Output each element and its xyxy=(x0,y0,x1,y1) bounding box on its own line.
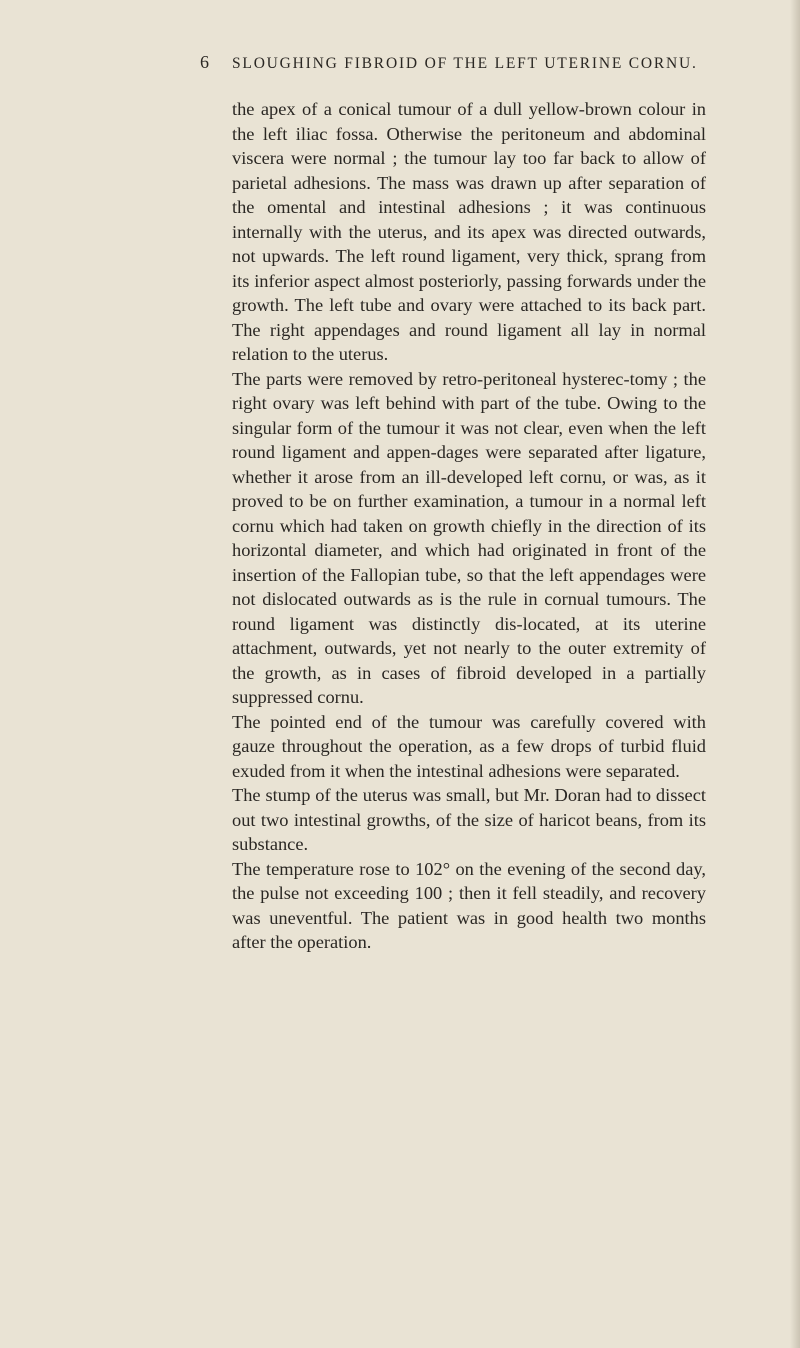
body-text xyxy=(232,97,706,955)
page-edge-shadow xyxy=(790,0,800,1348)
paragraph: The temperature rose to 102° on the evening of the second day, the pulse not exceeding 100 ; then it fell steadily, and recovery was uneventful. The patient was in good health two months after the operation. xyxy=(232,858,706,952)
paragraph: The stump of the uterus was small, but Mr. Doran had to dissect out two intestinal growths, of the size of haricot beans, from its substance. xyxy=(232,785,706,854)
running-head: SLOUGHING FIBROID OF THE LEFT UTERINE CORNU. xyxy=(232,55,698,72)
page-number: 6 xyxy=(200,52,210,72)
paragraph: the apex of a conical tumour of a dull yellow-brown colour in the left iliac fossa. Otherwise the peritoneum and abdominal viscera were normal ; the tumour lay too far back to allow of parietal adhesions. The mass was drawn up after separation of the omental and intestinal adhesions ; it was continuous internally with the uterus, and its apex was directed outwards, not upwards. The left round ligament, very thick, sprang from its inferior aspect almost posteriorly, passing forwards under the growth. The left tube and ovary were attached to its back part. The right appendages and round ligament all lay in normal relation to the uterus. xyxy=(232,99,706,364)
paragraph: The parts were removed by retro-peritoneal hysterec-tomy ; the right ovary was left behind with part of the tube. Owing to the singular form of the tumour it was not clear, even when the left round ligament and appen-dages were separated after ligature, whether it arose from an ill-developed left cornu, or was, as it proved to be on further examination, a tumour in a normal left cornu which had taken on growth chiefly in the direction of its horizontal diameter, and which had originated in front of the insertion of the Fallopian tube, so that the left appendages were not dislocated outwards as is the rule in cornual tumours. The round ligament was distinctly dis-located, at its uterine attachment, outwards, yet not nearly to the outer extremity of the growth, as in cases of fibroid developed in a partially suppressed cornu. xyxy=(232,368,706,707)
paragraph: The pointed end of the tumour was carefully covered with gauze throughout the operation, as a few drops of turbid fluid exuded from it when the intestinal adhesions were separated. xyxy=(232,711,706,781)
